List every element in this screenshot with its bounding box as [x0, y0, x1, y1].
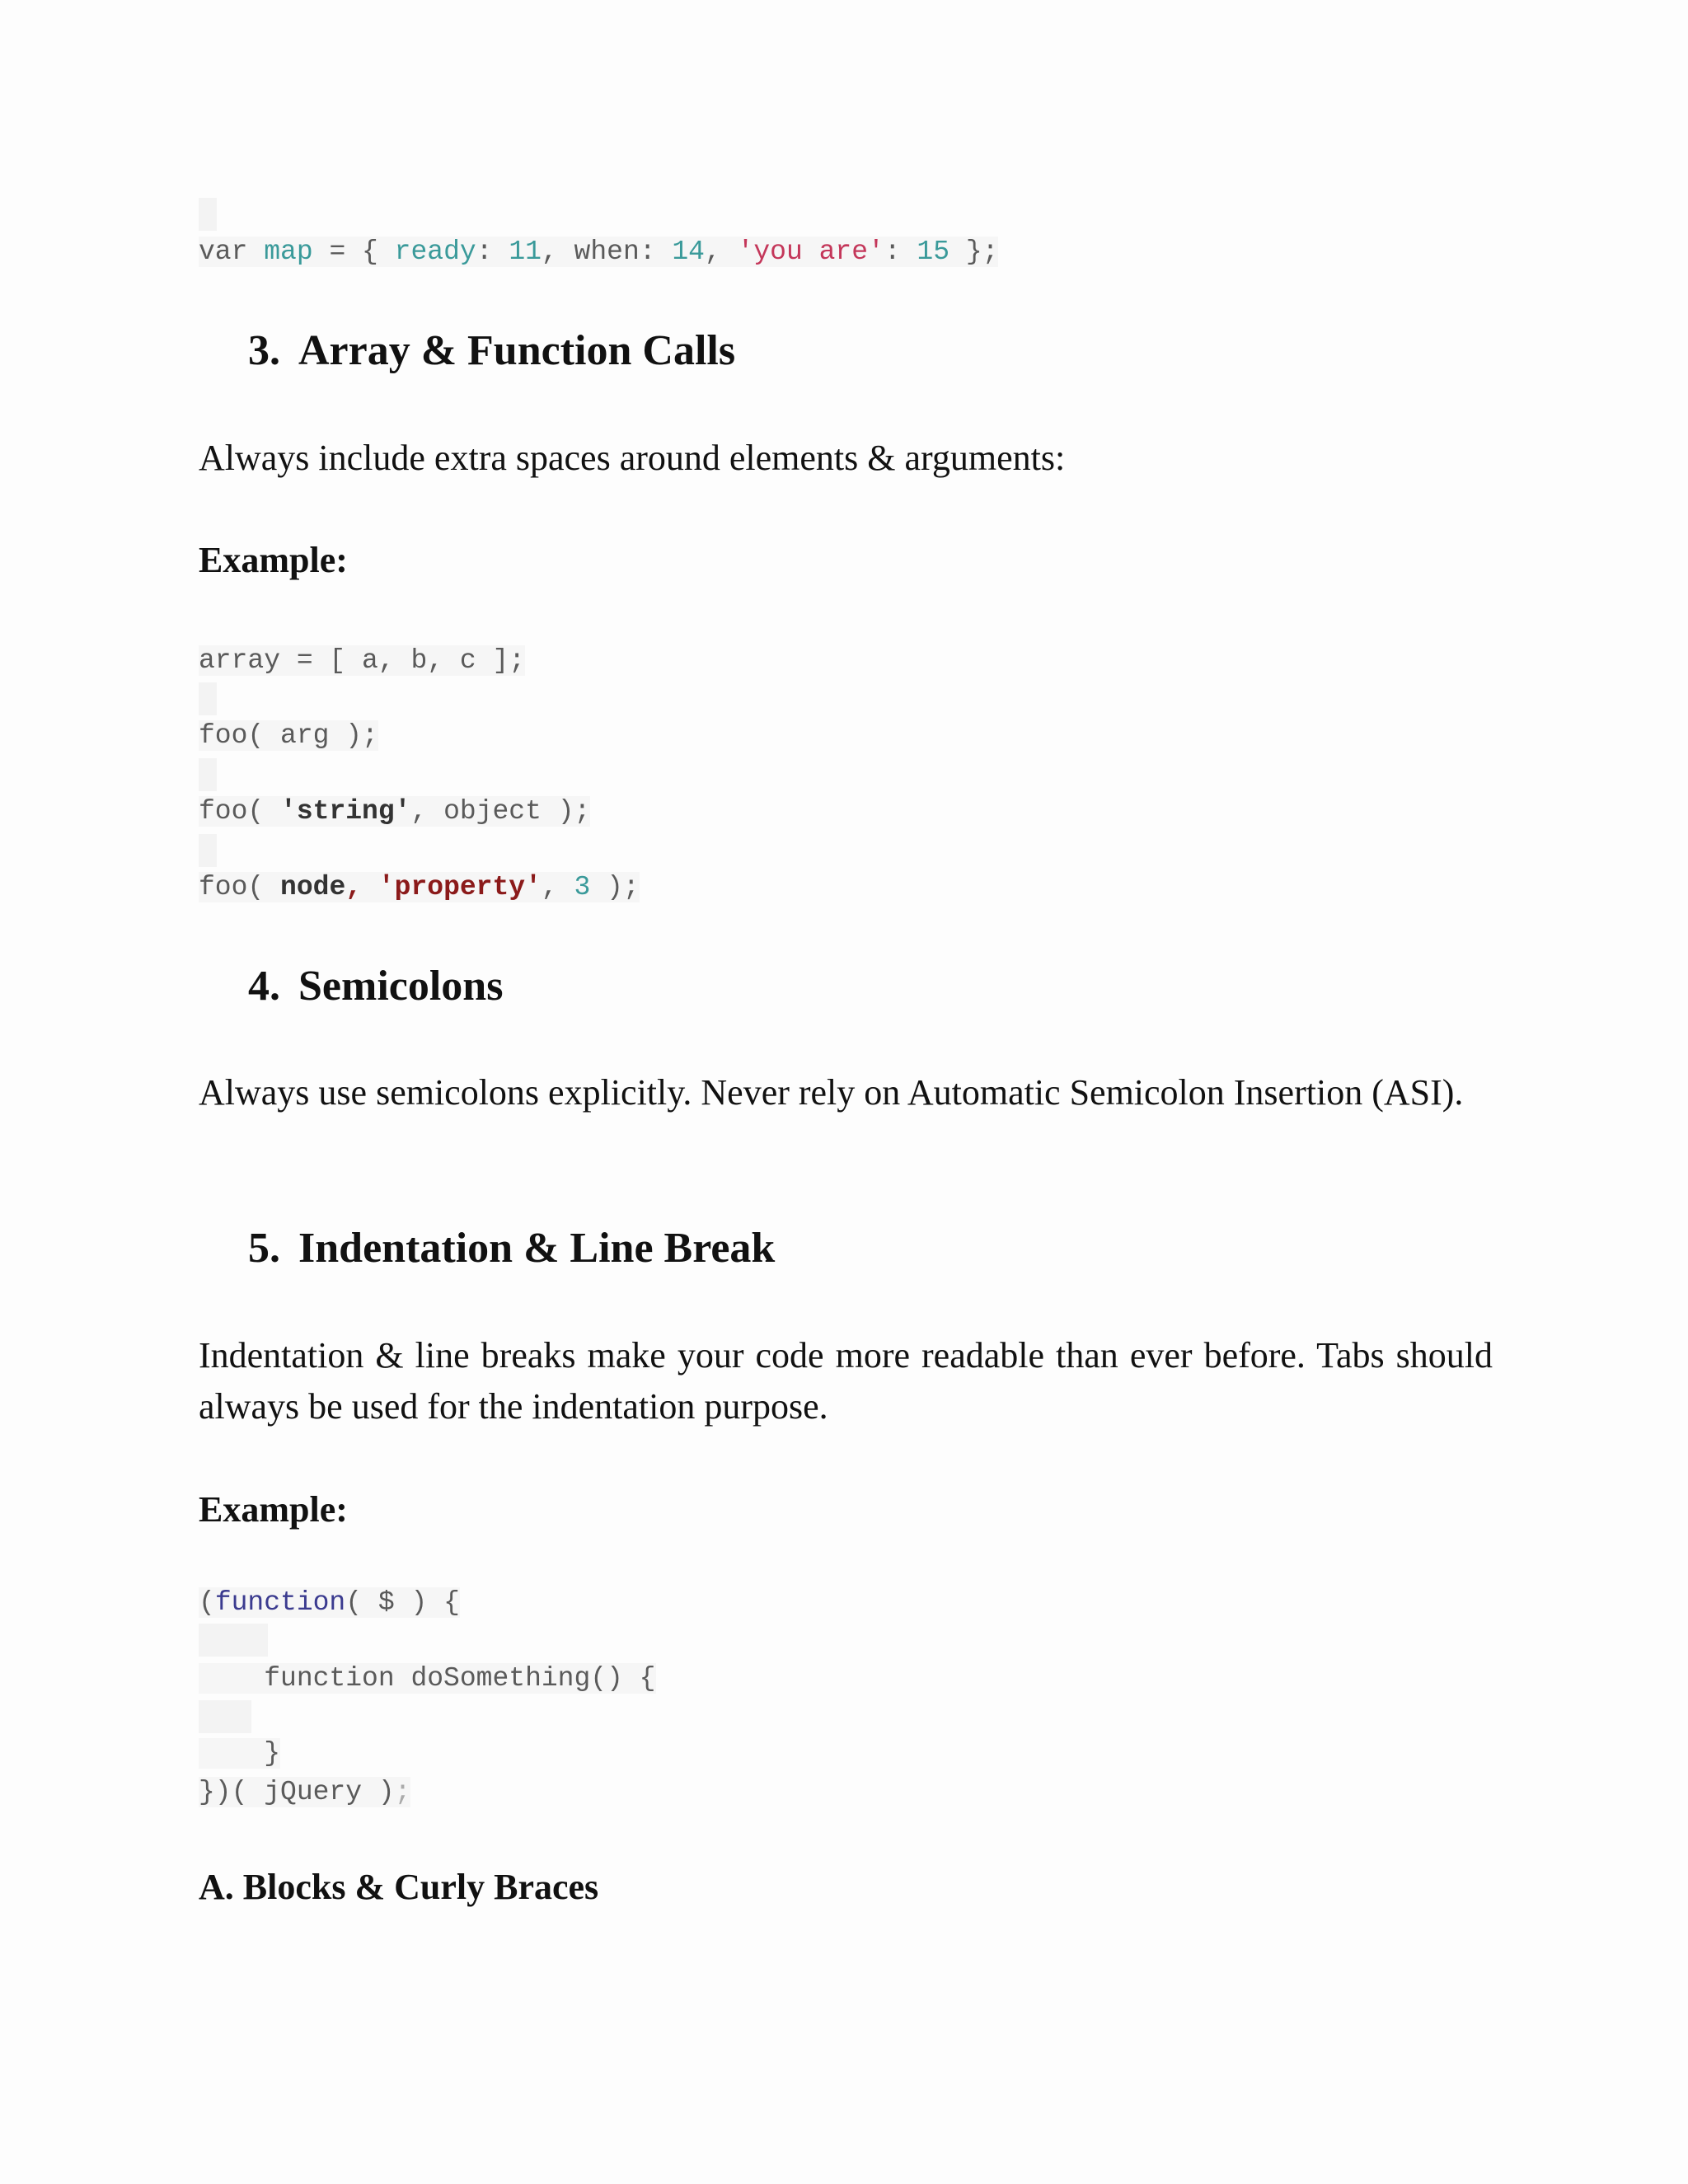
code-token: foo( [199, 872, 281, 902]
code-token: , [345, 872, 378, 902]
code-token: 'string' [280, 796, 411, 827]
section-title: Semicolons [298, 963, 504, 1010]
code-token: 11 [509, 237, 542, 267]
code-line [199, 1737, 280, 1770]
code-token: foo( arg ); [199, 720, 378, 751]
code-blank-line [199, 1624, 268, 1657]
code-token: ready [394, 237, 476, 267]
subsection-heading: A. Blocks & Curly Braces [199, 1867, 599, 1907]
code-token: : [884, 237, 917, 267]
code-token: , [541, 872, 574, 902]
code-line [199, 871, 640, 904]
code-token: 15 [917, 237, 950, 267]
code-token: ; [394, 1777, 411, 1807]
code-line [199, 719, 378, 752]
code-token: , object ); [410, 796, 591, 827]
code-token: function [214, 1587, 346, 1618]
code-token: }; [950, 237, 999, 267]
code-token: : [476, 237, 509, 267]
code-line [199, 1662, 656, 1695]
code-token: ); [590, 872, 640, 902]
code-token: 14 [672, 237, 705, 267]
code-token: ( [199, 1587, 215, 1618]
section-heading [248, 325, 735, 377]
example-label: Example: [199, 1489, 348, 1530]
code-line [199, 795, 590, 828]
code-blank-line [199, 758, 217, 791]
section-title: Array & Function Calls [298, 327, 736, 374]
code-line [199, 1586, 460, 1619]
code-blank-line [199, 198, 217, 231]
code-token: 'property' [377, 872, 542, 902]
code-blank-line [199, 834, 217, 867]
code-line [199, 236, 998, 269]
section-number: 4. [248, 963, 280, 1010]
code-token: = { [312, 237, 395, 267]
code-token: var [199, 237, 265, 267]
code-token: } [199, 1738, 281, 1769]
code-token: 3 [574, 872, 591, 902]
code-token: })( jQuery ) [199, 1777, 395, 1807]
section-number: 3. [248, 327, 280, 374]
section-description: Always include extra spaces around elements & arguments: [199, 438, 1066, 478]
code-token: array = [ a, b, c ]; [199, 645, 526, 676]
code-token: function doSomething() { [199, 1663, 656, 1694]
section-description: Always use semicolons explicitly. Never rely on Automatic Semicolon Insertion (ASI). [199, 1072, 1464, 1113]
code-token: , when: [541, 237, 673, 267]
section-heading [248, 1222, 775, 1275]
code-line [199, 644, 525, 677]
section-heading [248, 960, 503, 1013]
code-blank-line [199, 682, 217, 715]
code-line [199, 1776, 410, 1809]
code-token: map [264, 237, 313, 267]
section-title: Indentation & Line Break [298, 1225, 776, 1272]
section-description: Indentation & line breaks make your code more readable than ever before. Tabs should always be used for the indentation purpose. [199, 1335, 1493, 1427]
code-token: 'you are' [737, 237, 884, 267]
section-number: 5. [248, 1225, 280, 1272]
code-token: node [280, 872, 346, 902]
code-blank-line [199, 1700, 251, 1733]
example-label: Example: [199, 540, 348, 580]
code-token: ( $ ) { [345, 1587, 460, 1618]
code-token: foo( [199, 796, 281, 827]
code-token: , [704, 237, 738, 267]
